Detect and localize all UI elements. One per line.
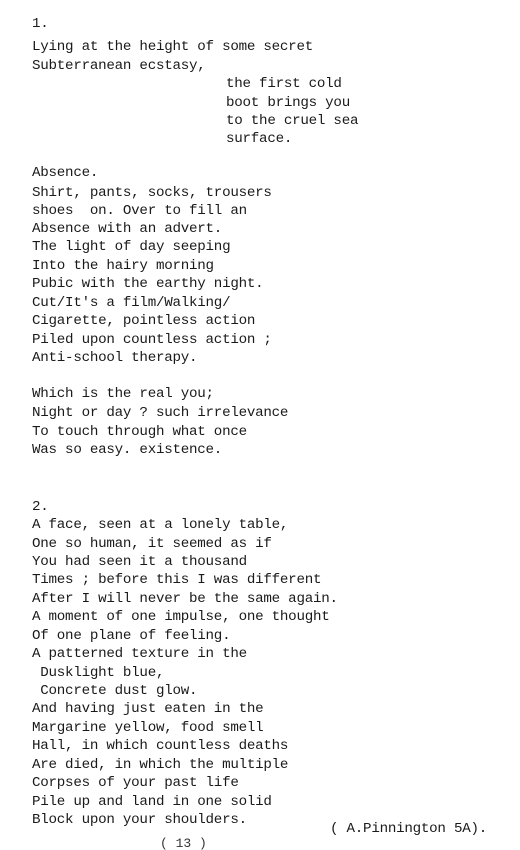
poem-1-line: boot brings you (226, 95, 350, 111)
poem-1-line: Absence. (32, 165, 99, 181)
poem-1-line: to the cruel sea (226, 113, 359, 129)
poem-1-line: surface. (226, 131, 293, 147)
poem-2-line: Are died, in which the multiple (32, 757, 289, 773)
poem-1-line: Anti-school therapy. (32, 350, 198, 366)
poem-2-line: A moment of one impulse, one thought (32, 609, 330, 625)
poem-2-line: Block upon your shoulders. (32, 812, 247, 828)
poem-1-line: Cut/It's a film/Walking/ (32, 295, 231, 311)
poem-1-line: Lying at the height of some secret (32, 39, 313, 55)
poem-1-line: Absence with an advert. (32, 221, 223, 237)
poem-2-line: Times ; before this I was different (32, 572, 322, 588)
poem-2-line: Hall, in which countless deaths (32, 738, 289, 754)
poem-2-number: 2. (32, 499, 49, 515)
page-number: ( 13 ) (160, 836, 207, 850)
poem-1-line: Piled upon countless action ; (32, 332, 272, 348)
poem-1-line: Into the hairy morning (32, 258, 214, 274)
poem-2-line: Concrete dust glow. (32, 683, 198, 699)
poem-1-line: the first cold (226, 76, 342, 92)
poem-1-line: Cigarette, pointless action (32, 313, 256, 329)
poem-2-line: Margarine yellow, food smell (32, 720, 264, 736)
poem-1-line: shoes on. Over to fill an (32, 203, 247, 219)
author-credit: ( A.Pinnington 5A). (330, 821, 488, 837)
poem-1-line: Which is the real you; (32, 386, 214, 402)
poem-2-line: One so human, it seemed as if (32, 536, 272, 552)
poem-1-line: Pubic with the earthy night. (32, 276, 264, 292)
poem-1-line: Subterranean ecstasy, (32, 58, 206, 74)
poem-1-line: Night or day ? such irrelevance (32, 405, 289, 421)
poem-2-line: Pile up and land in one solid (32, 794, 272, 810)
poem-2-line: After I will never be the same again. (32, 591, 338, 607)
poem-2-line: Dusklight blue, (32, 665, 165, 681)
poem-1-line: The light of day seeping (32, 239, 231, 255)
poem-1-line: To touch through what once (32, 424, 247, 440)
poem-2-line: You had seen it a thousand (32, 554, 247, 570)
poem-1-line: Shirt, pants, socks, trousers (32, 185, 272, 201)
poem-1-number: 1. (32, 16, 49, 32)
poem-2-line: Of one plane of feeling. (32, 628, 231, 644)
poem-2-line: Corpses of your past life (32, 775, 239, 791)
poem-2-line: A patterned texture in the (32, 646, 247, 662)
poem-2-line: A face, seen at a lonely table, (32, 517, 289, 533)
poem-1-line: Was so easy. existence. (32, 442, 223, 458)
poem-2-line: And having just eaten in the (32, 701, 264, 717)
